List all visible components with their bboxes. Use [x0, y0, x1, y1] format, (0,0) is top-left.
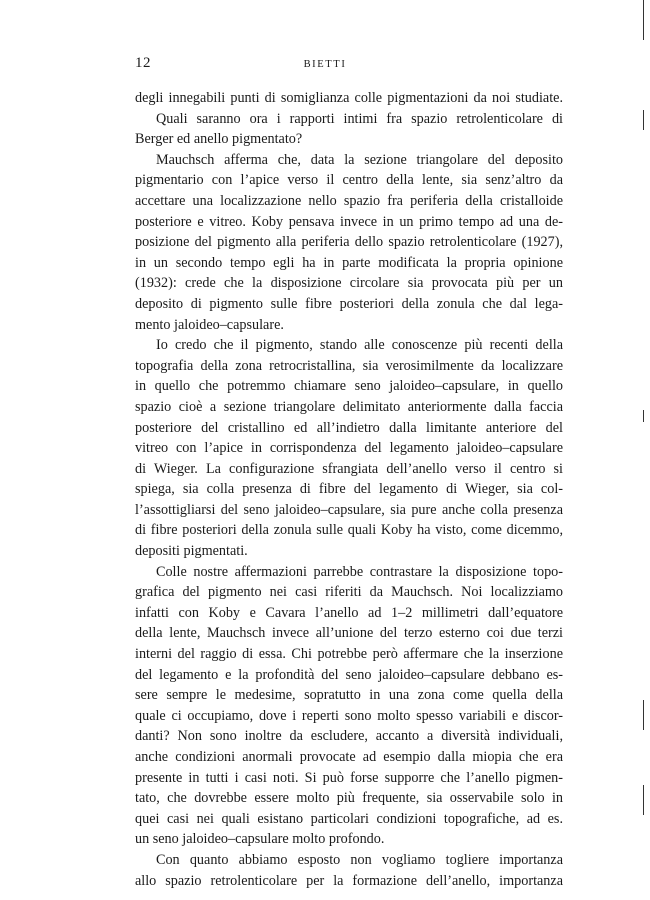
text-line: spazio cioè a sezione triangolare delimitato anteriormente dalla faccia [135, 398, 563, 415]
body-text [135, 88, 563, 891]
text-line: allo spazio retrolenticolare per la formazione dell’anello, importanza [135, 872, 563, 889]
text-line: sere sempre le medesime, sopratutto in una zona come quella della [135, 687, 563, 704]
text-line: mento jaloideo–capsulare. [135, 316, 284, 333]
text-line: quale ci occupiamo, dove i reperti sono molto spesso variabili e discor- [135, 707, 563, 724]
text-line: danti? Non sono inoltre da escludere, accanto a diversità individuali, [135, 728, 563, 745]
text-line: quei casi nei quali esistano particolari condizioni topografiche, ad es. [135, 810, 563, 827]
text-line: Io credo che il pigmento, stando alle conoscenze più recenti della [156, 337, 563, 354]
page-number: 12 [135, 55, 151, 71]
text-line: in un secondo tempo egli ha in parte modificata la propria opinione [135, 254, 563, 271]
running-head: BIETTI [303, 59, 347, 70]
text-line: un seno jaloideo–capsulare molto profondo. [135, 831, 385, 848]
text-line: accettare una localizzazione nello spazio fra periferia della cristalloide [135, 192, 563, 209]
text-line: anche condizioni anormali provocate ad esempio dalla miopia che era [135, 749, 563, 765]
text-line: vitreo con l’apice in corrispondenza del legamento jaloideo–capsulare [135, 440, 563, 457]
text-line: pigmentario con l’apice verso il centro della lente, sia senz’altro da [135, 172, 563, 189]
text-line: di fibre posteriori della zonula sulle quali Koby ha visto, come dicemmo, [135, 522, 563, 539]
text-line: depositi pigmentati. [135, 543, 248, 560]
text-line: grafica del pigmento nei casi riferiti da Mauchsch. Noi localizziamo [135, 584, 563, 601]
text-line: del legamento e la profondità del seno jaloideo–capsulare debbano es- [135, 666, 563, 683]
scan-edge-mark [643, 700, 644, 730]
scan-edge-mark [643, 110, 644, 130]
text-line: della lente, Mauchsch invece all’unione del terzo esterno coi due terzi [135, 625, 563, 642]
text-line: l’assottigliarsi del seno jaloideo–capsulare, sia pure anche colla presenza [135, 501, 563, 518]
text-line: Colle nostre affermazioni parrebbe contrastare la disposizione topo- [156, 563, 563, 580]
text-line: posteriore e vitreo. Koby pensava invece in un primo tempo ad una de- [135, 213, 563, 230]
scan-edge-mark [643, 0, 644, 40]
text-line: interni del raggio di essa. Chi potrebbe però affermare che la inserzione [135, 646, 563, 663]
text-line: presente in tutti i casi noti. Si può forse supporre che l’anello pigmen- [135, 769, 563, 786]
text-line: infatti con Koby e Cavara l’anello ad 1–2 millimetri dall’equatore [135, 604, 563, 621]
text-line: Mauchsch afferma che, data la sezione triangolare del deposito [156, 151, 563, 168]
text-line: spiega, sia colla presenza di fibre del legamento di Wieger, sia col- [135, 481, 563, 498]
text-line: di Wieger. La configurazione sfrangiata dell’anello verso il centro si [135, 460, 563, 477]
text-line: posteriore del cristallino ed all’indietro dalla limitante anteriore del [135, 419, 563, 436]
text-line: tato, che dovrebbe essere molto più frequente, sia osservabile solo in [135, 790, 563, 807]
text-line: deposito di pigmento sulle fibre posteriori della zonula che dal lega- [135, 295, 563, 312]
text-line: Berger ed anello pigmentato? [135, 131, 303, 148]
scan-edge-mark [643, 410, 644, 422]
text-line: in quello che potremmo chiamare seno jaloideo–capsulare, in quello [135, 378, 563, 395]
text-line: Con quanto abbiamo esposto non vogliamo togliere importanza [156, 851, 563, 868]
text-line: (1932): crede che la disposizione circolare sia provocata più per un [135, 275, 563, 292]
text-line: degli innegabili punti di somiglianza colle pigmentazioni da noi studiate. [135, 90, 563, 106]
text-line: Quali saranno ora i rapporti intimi fra spazio retrolenticolare di [156, 110, 563, 127]
text-line: topografia della zona retrocristallina, sia verosimilmente da localizzare [135, 357, 563, 374]
scan-edge-mark [643, 785, 644, 815]
text-line: posizione del pigmento alla periferia dello spazio retrolenticolare (1927), [135, 234, 563, 251]
